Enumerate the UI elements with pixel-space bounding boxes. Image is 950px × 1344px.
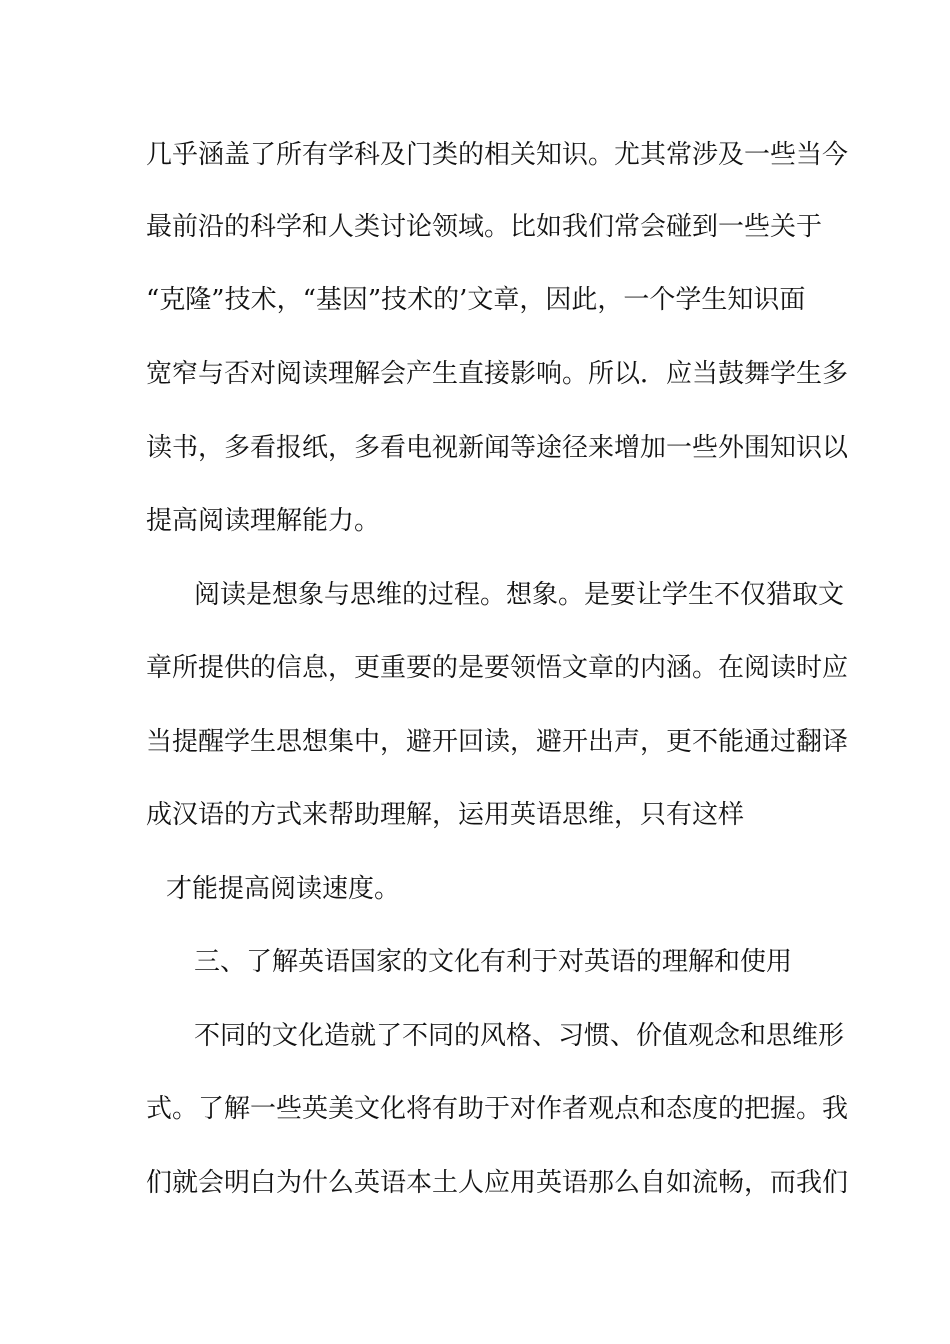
text-line: 宽窄与否对阅读理解会产生直接影响。所以．应当鼓舞学生多 bbox=[146, 359, 849, 389]
text-line: 当提醒学生思想集中，避开回读，避开出声，更不能通过翻译 bbox=[146, 727, 849, 757]
paragraph-first-line: 不同的文化造就了不同的风格、习惯、价值观念和思维形 bbox=[194, 1021, 845, 1051]
text-line: 们就会明白为什么英语本土人应用英语那么自如流畅，而我们 bbox=[146, 1168, 849, 1198]
text-line: 几乎涵盖了所有学科及门类的相关知识。尤其常涉及一些当今 bbox=[146, 140, 849, 170]
text-line: 才能提高阅读速度。 bbox=[166, 874, 401, 904]
text-line: 式。了解一些英美文化将有助于对作者观点和态度的把握。我 bbox=[146, 1094, 849, 1124]
text-line: 提高阅读理解能力。 bbox=[146, 506, 381, 536]
section-heading: 三、了解英语国家的文化有利于对英语的理解和使用 bbox=[194, 947, 793, 977]
text-line: 章所提供的信息，更重要的是要领悟文章的内涵。在阅读时应 bbox=[146, 653, 849, 683]
text-line: 读书，多看报纸，多看电视新闻等途径来增加一些外围知识以 bbox=[146, 433, 849, 463]
text-line: “克隆”技术，“基因”技术的’文章，因此，一个学生知识面 bbox=[146, 285, 806, 315]
text-line: 成汉语的方式来帮助理解，运用英语思维，只有这样 bbox=[146, 800, 745, 830]
text-line: 最前沿的科学和人类讨论领域。比如我们常会碰到一些关于 bbox=[146, 212, 823, 242]
paragraph-first-line: 阅读是想象与思维的过程。想象。是要让学生不仅猎取文 bbox=[194, 580, 845, 610]
